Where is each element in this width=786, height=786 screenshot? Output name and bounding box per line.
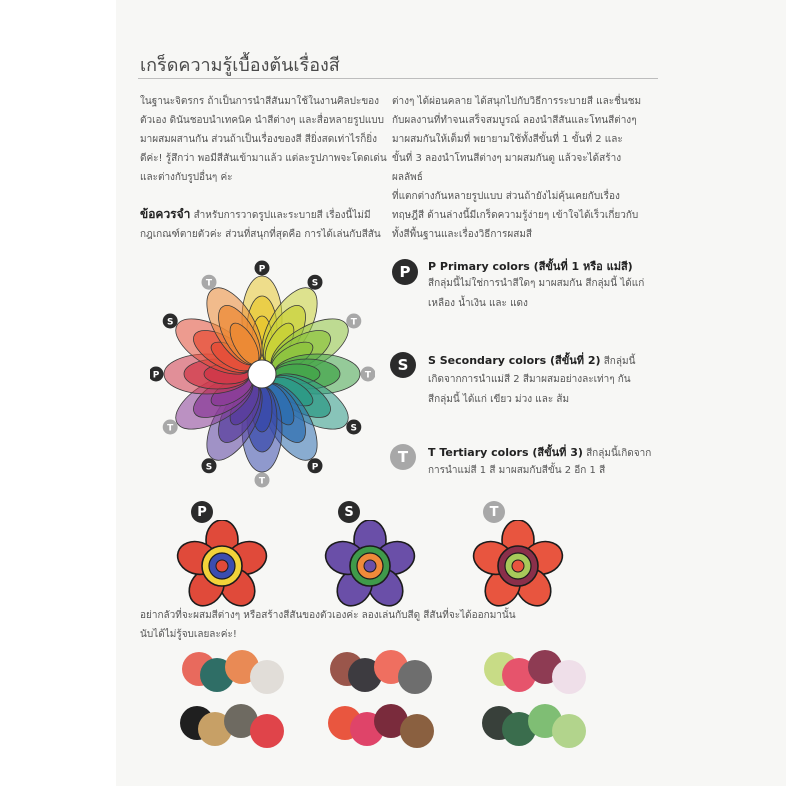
svg-text:S: S: [311, 278, 319, 289]
wheel-badge: [346, 314, 361, 329]
svg-text:P: P: [258, 264, 266, 275]
flower-tertiary-badge: T: [483, 501, 505, 523]
note-line: กฎเกณฑ์ตายตัวค่ะ ส่วนที่สนุกที่สุดคือ การได้เล่นกับสีสัน: [140, 229, 381, 240]
swatch: [400, 714, 434, 748]
svg-text:P: P: [311, 462, 319, 473]
secondary-heading-row: [428, 351, 635, 369]
primary-badge: P: [392, 259, 418, 285]
tertiary-badge: T: [390, 444, 416, 470]
intro-right-line: มาผสมกันให้เต็มที่ พยายามใช้ทั้งสีขั้นที่ 1 ขั้นที่ 2 และ: [392, 134, 623, 145]
secondary-heading-tail: สีกลุ่มนี้: [600, 356, 636, 367]
intro-left-line: และต่างกับรูปอื่นๆ ค่ะ: [140, 172, 233, 183]
intro-right-line: กับผลงานที่ทำจนเสร็จสมบูรณ์ ลองนำสีสันและโทนสีต่างๆ: [392, 115, 637, 126]
title-divider: [138, 78, 658, 79]
wheel-badge: [308, 458, 323, 473]
note-line: สำหรับการวาดรูปและระบายสี เรื่องนี้ไม่มี: [190, 210, 371, 221]
intro-right-line: ที่แตกต่างกันหลายรูปแบบ ส่วนถ้ายังไม่คุ้นเคยกับเรื่อง: [392, 191, 620, 202]
wheel-badge: [202, 458, 217, 473]
intro-right-line: ต่างๆ ได้ผ่อนคลาย ได้สนุกไปกับวิธีการระบายสี และชื่นชม: [392, 96, 642, 107]
wheel-petals: [164, 276, 360, 472]
note-block: [140, 205, 390, 244]
wheel-badge: [202, 275, 217, 290]
primary-line: สีกลุ่มนี้ไม่ใช่การนำสีใดๆ มาผสมกัน สีกลุ่มนี้ ได้แก่: [428, 278, 645, 289]
closing-line: นับได้ไม่รู้จบเลยละค่ะ!: [140, 629, 237, 640]
tertiary-heading-tail: สีกลุ่มนี้เกิดจาก: [582, 448, 652, 459]
svg-text:T: T: [205, 278, 213, 289]
wheel-badge: [255, 261, 270, 276]
wheel-badge: [163, 314, 178, 329]
svg-text:S: S: [350, 423, 358, 434]
svg-text:S: S: [166, 317, 174, 328]
intro-right-line: ทฤษฎีสี ด้านล่างนี้มีเกร็ดความรู้ง่ายๆ เข้าใจได้เร็วเกี่ยวกับ: [392, 210, 639, 221]
primary-heading: P Primary colors (สีขั้นที่ 1 หรือ แม่สี): [428, 260, 633, 273]
wheel-badge: [361, 367, 376, 382]
svg-text:T: T: [364, 370, 372, 381]
closing-line: อย่ากลัวที่จะผสมสีต่างๆ หรือสร้างสีสันของตัวเองค่ะ ลองเล่นกับสีดู สีสันที่จะได้ออกมานั้น: [140, 610, 516, 621]
svg-text:T: T: [350, 317, 357, 328]
svg-text:S: S: [205, 462, 213, 473]
intro-left: [140, 92, 390, 187]
swatch: [398, 660, 432, 694]
primary-line: เหลือง น้ำเงิน และ แดง: [428, 298, 528, 309]
flower-primary-badge: P: [191, 501, 213, 523]
intro-left-line: ตัวเอง ดินันชอบนำเทคนิค นำสีต่างๆ และสื่อหลายรูปแบบ: [140, 115, 384, 126]
secondary-badge: S: [390, 352, 416, 378]
swatch: [552, 660, 586, 694]
svg-text:T: T: [167, 423, 174, 434]
swatch: [552, 714, 586, 748]
wheel-badge: [308, 275, 323, 290]
flower-tertiary: [470, 520, 570, 610]
svg-text:P: P: [152, 370, 160, 381]
secondary-line: เกิดจากการนำแม่สี 2 สีมาผสมอย่างละเท่าๆ กัน: [428, 374, 631, 385]
swatch: [250, 714, 284, 748]
color-wheel: [150, 258, 375, 488]
intro-right: [392, 92, 642, 244]
intro-left-line: ดีค่ะ! รู้สึกว่า พอมีสีสันเข้ามาแล้ว แต่ละรูปภาพจะโดดเด่น: [140, 153, 387, 164]
secondary-heading: S Secondary colors (สีขั้นที่ 2): [428, 354, 601, 367]
intro-left-line: ในฐานะจิตรกร ถ้าเป็นการนำสีสันมาใช้ในงานศิลปะของ: [140, 96, 380, 107]
wheel-badge: [150, 367, 164, 382]
page-title: เกร็ดความรู้เบื้องต้นเรื่องสี: [140, 55, 340, 76]
intro-right-line: ขั้นที่ 3 ลองนำโทนสีต่างๆ มาผสมกันดู แล้วจะได้สร้างผลลัพธ์: [392, 153, 622, 183]
wheel-badge: [346, 420, 361, 435]
intro-left-line: มาผสมผสานกัน ส่วนถ้าเป็นเรื่องของสี สียิ่งสดเท่าไรก็ยิ่ง: [140, 134, 378, 145]
svg-text:T: T: [258, 476, 266, 487]
tertiary-heading: T Tertiary colors (สีขั้นที่ 3): [428, 446, 583, 459]
tertiary-heading-row: [428, 443, 651, 461]
note-label: ข้อควรจำ: [140, 207, 191, 221]
intro-right-line: ทั้งสีพื้นฐานและเรื่องวิธีการผสมสี: [392, 229, 533, 240]
flower-primary: [174, 520, 274, 610]
flower-secondary: [322, 520, 422, 610]
wheel-badge: [255, 473, 270, 488]
secondary-line: สีกลุ่มนี้ ได้แก่ เขียว ม่วง และ ส้ม: [428, 394, 570, 405]
flower-secondary-badge: S: [338, 501, 360, 523]
wheel-badge: [163, 420, 178, 435]
tertiary-line: การนำแม่สี 1 สี มาผสมกับสีขั้น 2 อีก 1 สี: [428, 465, 606, 476]
swatch: [250, 660, 284, 694]
